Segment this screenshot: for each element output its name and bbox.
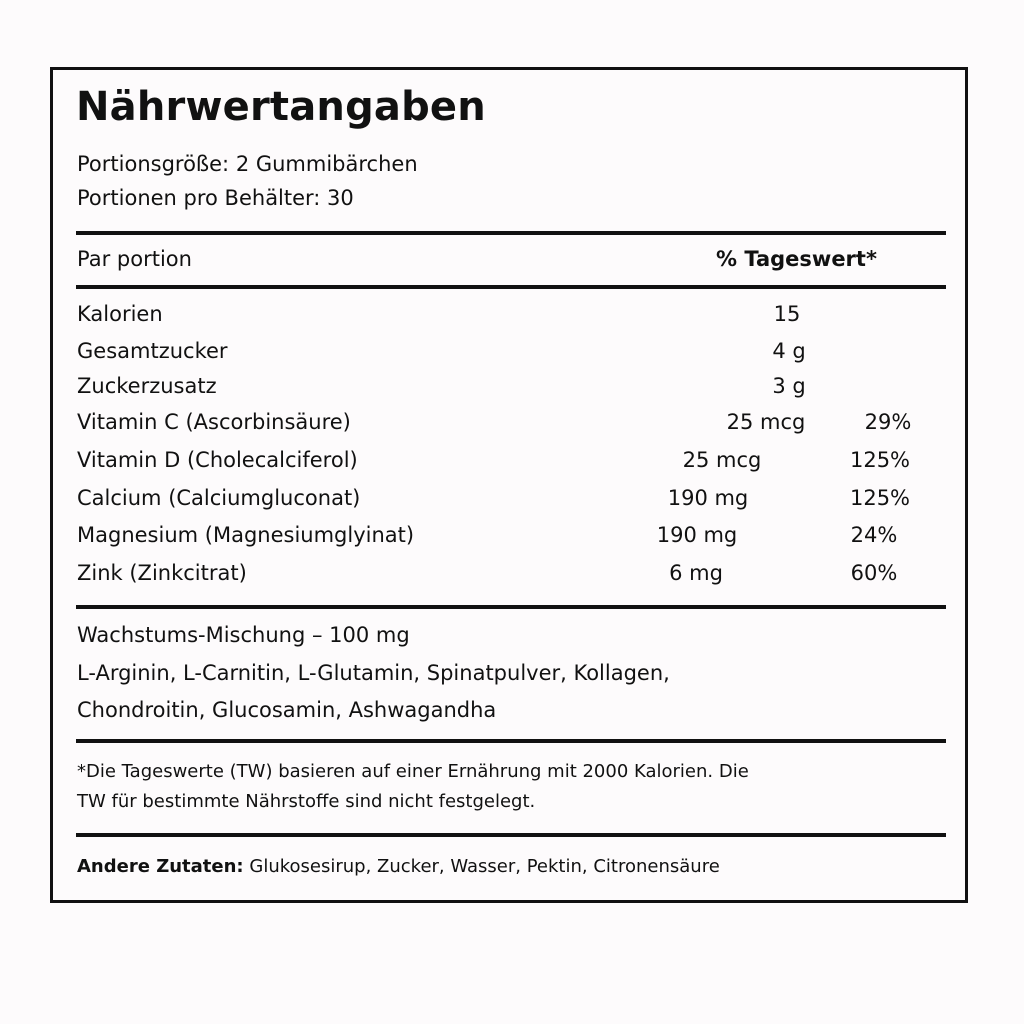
nutrient-amount: 190 mg bbox=[656, 523, 738, 547]
divider-footnote bbox=[76, 833, 946, 837]
nutrient-amount: 4 g bbox=[772, 339, 806, 363]
nutrient-daily-value: 24% bbox=[850, 523, 898, 547]
divider-top bbox=[76, 231, 946, 235]
blend-ingredients-line1: L-Arginin, L-Carnitin, L-Glutamin, Spinatpulver, Kollagen, bbox=[77, 661, 670, 685]
other-ingredients bbox=[77, 856, 720, 877]
nutrient-name: Kalorien bbox=[77, 302, 163, 326]
nutrient-name: Zuckerzusatz bbox=[77, 374, 217, 398]
nutrient-amount: 15 bbox=[773, 302, 801, 326]
servings-per-container: Portionen pro Behälter: 30 bbox=[77, 186, 354, 210]
nutrient-name: Vitamin D (Cholecalciferol) bbox=[77, 448, 358, 472]
label-title: Nährwertangaben bbox=[76, 84, 486, 130]
blend-ingredients-line2: Chondroitin, Glucosamin, Ashwagandha bbox=[77, 698, 497, 722]
per-serving-header: Par portion bbox=[77, 247, 192, 271]
nutrient-amount: 6 mg bbox=[669, 561, 723, 585]
nutrient-amount: 25 mcg bbox=[682, 448, 762, 472]
nutrient-amount: 3 g bbox=[772, 374, 806, 398]
blend-title: Wachstums-Mischung – 100 mg bbox=[77, 623, 410, 647]
other-ingredients-label: Andere Zutaten: bbox=[77, 856, 244, 877]
nutrient-daily-value: 125% bbox=[849, 448, 911, 472]
nutrient-name: Calcium (Calciumgluconat) bbox=[77, 486, 361, 510]
nutrient-name: Magnesium (Magnesiumglyinat) bbox=[77, 523, 415, 547]
nutrient-name: Gesamtzucker bbox=[77, 339, 228, 363]
nutrient-name: Vitamin C (Ascorbinsäure) bbox=[77, 410, 351, 434]
divider-nutrients bbox=[76, 605, 946, 609]
footnote-line2: TW für bestimmte Nährstoffe sind nicht festgelegt. bbox=[77, 791, 536, 812]
nutrient-amount: 190 mg bbox=[667, 486, 749, 510]
nutrient-daily-value: 125% bbox=[849, 486, 911, 510]
nutrient-name: Zink (Zinkcitrat) bbox=[77, 561, 247, 585]
footnote-line1: *Die Tageswerte (TW) basieren auf einer Ernährung mit 2000 Kalorien. Die bbox=[77, 761, 749, 782]
daily-value-header: % Tageswert* bbox=[716, 247, 877, 271]
serving-size: Portionsgröße: 2 Gummibärchen bbox=[77, 152, 418, 176]
nutrient-amount: 25 mcg bbox=[726, 410, 806, 434]
divider-blend bbox=[76, 739, 946, 743]
nutrient-daily-value: 29% bbox=[864, 410, 912, 434]
other-ingredients-value: Glukosesirup, Zucker, Wasser, Pektin, Citronensäure bbox=[249, 856, 720, 877]
divider-header bbox=[76, 285, 946, 289]
nutrient-daily-value: 60% bbox=[850, 561, 898, 585]
